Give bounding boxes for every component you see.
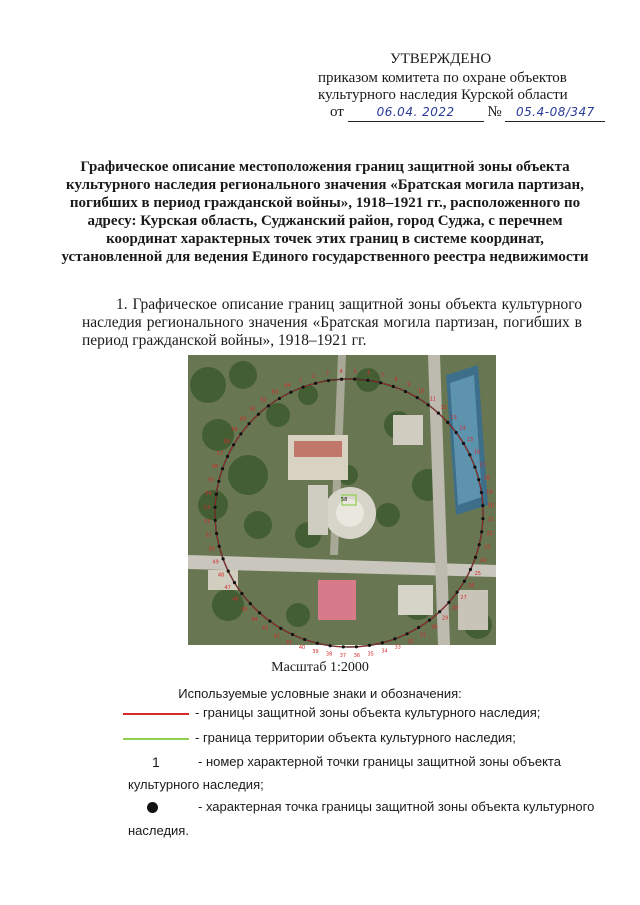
boundary-point-label: 43: [261, 625, 269, 632]
boundary-point-label: 28: [451, 605, 458, 612]
boundary-point-label: 18: [483, 475, 490, 482]
boundary-point-label: 56: [211, 464, 219, 470]
boundary-point: [232, 443, 235, 446]
boundary-point: [447, 601, 450, 604]
number-label: №: [487, 104, 502, 120]
boundary-point-label: 58: [223, 438, 230, 445]
boundary-point: [379, 381, 382, 384]
boundary-point: [393, 637, 396, 640]
boundary-point-label: 6: [367, 370, 371, 377]
boundary-point: [248, 422, 251, 425]
boundary-point-label: 62: [260, 397, 267, 404]
boundary-point: [249, 602, 252, 605]
boundary-point: [218, 545, 221, 548]
boundary-point: [258, 611, 261, 614]
boundary-point: [477, 478, 480, 481]
document-title: Графическое описание местоположения границ защитной зоны объекта культурного наследия регионального значения «Братская могила партизан, погибших в период гражданской войны», 1918–1921 гг., расположенного по адресу: Курская область, Суджанский район, город Суджа, с перечнем координат характерных точек этих границ в системе координат, установленной для ведения Единого государственного реестра недвижимости: [61, 159, 589, 265]
boundary-point-label: 32: [407, 639, 414, 645]
boundary-point: [268, 620, 271, 623]
boundary-point-label: 15: [467, 437, 474, 444]
legend-red-line: [123, 713, 189, 715]
date-field: [348, 103, 484, 122]
number-field: [505, 103, 605, 122]
date-handwritten: 06.04. 2022: [376, 105, 455, 119]
boundary-point: [279, 627, 282, 630]
boundary-point: [327, 379, 330, 382]
boundary-point-label: 11: [429, 396, 437, 403]
boundary-point-label: 5: [353, 369, 357, 376]
boundary-point: [473, 466, 476, 469]
boundary-point: [381, 641, 384, 644]
boundary-point-label: 51: [205, 532, 212, 539]
boundary-point-label: 14: [459, 425, 466, 432]
boundary-point-label: 36: [353, 652, 361, 659]
boundary-point-label: 38: [325, 651, 333, 658]
boundary-point-label: 44: [251, 616, 258, 623]
satellite-map: [188, 355, 496, 659]
boundary-point-label: 13: [450, 415, 457, 421]
boundary-point-label: 60: [240, 416, 247, 423]
boundary-point-label: 4: [339, 369, 343, 376]
object-center-label: 58: [341, 497, 348, 503]
boundary-point: [416, 396, 419, 399]
boundary-point: [342, 645, 345, 648]
boundary-point: [291, 633, 294, 636]
boundary-point: [222, 557, 225, 560]
boundary-point-label: 21: [487, 517, 495, 524]
boundary-point: [316, 642, 319, 645]
boundary-point: [474, 556, 477, 559]
boundary-point: [340, 378, 343, 381]
boundary-point: [392, 385, 395, 388]
boundary-point: [427, 403, 430, 406]
boundary-point: [480, 491, 483, 494]
boundary-point: [366, 379, 369, 382]
boundary-point: [417, 626, 420, 629]
boundary-point-label: 23: [483, 544, 491, 551]
map-scale: Масштаб 1:2000: [271, 660, 369, 675]
boundary-point-label: 24: [479, 558, 487, 564]
section-number: 1.: [116, 296, 128, 313]
boundary-point-label: 17: [479, 462, 486, 469]
boundary-point: [215, 493, 218, 496]
boundary-point-label: 57: [217, 451, 224, 458]
boundary-point-label: 26: [468, 583, 475, 590]
boundary-point-label: 25: [474, 570, 481, 577]
boundary-point-label: 33: [394, 644, 401, 651]
legend-number-text: - номер характерной точки границы защитной зоны объекта: [198, 754, 561, 769]
boundary-point-label: 64: [284, 383, 291, 389]
boundary-point-label: 46: [232, 596, 239, 603]
legend-dot-symbol: [147, 802, 158, 813]
boundary-point: [480, 530, 483, 533]
boundary-point-label: 37: [339, 652, 347, 659]
boundary-point: [314, 382, 317, 385]
boundary-point-label: 49: [212, 559, 219, 566]
boundary-point: [428, 619, 431, 622]
boundary-point: [227, 570, 230, 573]
legend-number-symbol: 1: [152, 754, 160, 770]
boundary-point: [217, 480, 220, 483]
legend-dot-text: - характерная точка границы защитной зоны объекта культурного: [198, 799, 595, 814]
boundary-point: [446, 421, 449, 424]
from-label: от: [330, 104, 344, 120]
boundary-point: [221, 467, 224, 470]
boundary-point-label: 20: [487, 503, 494, 510]
boundary-point: [406, 632, 409, 635]
boundary-point: [481, 504, 484, 507]
boundary-point: [214, 506, 217, 509]
boundary-point-label: 27: [460, 594, 467, 601]
boundary-point-label: 53: [203, 504, 211, 511]
boundary-point: [462, 442, 465, 445]
boundary-point: [468, 453, 471, 456]
boundary-point: [240, 592, 243, 595]
approval-line-1: приказом комитета по охране объектов: [318, 70, 567, 86]
boundary-point-label: 59: [231, 427, 238, 434]
boundary-point-label: 39: [312, 649, 319, 655]
section-text: Графическое описание границ защитной зоны объекта культурного наследия регионального значения «Братская могила партизан, погибших в период гражданской войны», 1918–1921 гг.: [82, 296, 583, 349]
boundary-point: [303, 638, 306, 641]
boundary-point: [257, 413, 260, 416]
boundary-point-label: 1: [298, 377, 302, 384]
boundary-point-label: 7: [381, 373, 385, 379]
boundary-point-label: 50: [208, 546, 215, 553]
boundary-point-label: 35: [367, 651, 374, 658]
boundary-point: [478, 543, 481, 546]
boundary-point-label: 63: [272, 389, 279, 396]
legend-green-text: - граница территории объекта культурного наследия;: [195, 730, 516, 745]
boundary-point-label: 34: [381, 648, 388, 655]
boundary-point-label: 3: [325, 370, 329, 377]
boundary-point-label: 40: [298, 645, 306, 651]
boundary-point: [267, 404, 270, 407]
approval-line-2: культурного наследия Курской области: [318, 87, 568, 103]
boundary-point-label: 47: [224, 584, 231, 591]
boundary-point: [353, 378, 356, 381]
legend-red-text: - границы защитной зоны объекта культурного наследия;: [195, 705, 541, 720]
approval-heading: УТВЕРЖДЕНО: [390, 51, 492, 67]
boundary-point-label: 19: [486, 489, 493, 496]
legend-number-text-cont: культурного наследия;: [128, 777, 264, 792]
boundary-point: [469, 568, 472, 571]
number-handwritten: 05.4-08/347: [516, 105, 595, 119]
boundary-point-label: 42: [273, 633, 280, 640]
boundary-point: [404, 390, 407, 393]
boundary-point: [302, 386, 305, 389]
boundary-point: [438, 610, 441, 613]
boundary-point-label: 52: [204, 518, 211, 525]
boundary-point: [215, 532, 218, 535]
boundary-point-label: 30: [431, 624, 438, 631]
boundary-point-label: 55: [207, 477, 215, 484]
boundary-point: [355, 645, 358, 648]
boundary-point-label: 29: [441, 615, 449, 622]
section-paragraph: [82, 296, 582, 350]
boundary-point-label: 22: [486, 530, 493, 537]
boundary-point-label: 31: [419, 632, 426, 639]
boundary-point-label: 41: [285, 639, 293, 646]
boundary-point: [455, 431, 458, 434]
boundary-point-label: 16: [473, 449, 481, 456]
legend-dot-text-cont: наследия.: [128, 823, 189, 838]
boundary-point-label: 54: [205, 491, 212, 498]
boundary-point: [214, 519, 217, 522]
boundary-point-label: 48: [217, 572, 225, 579]
boundary-point-label: 61: [249, 406, 257, 413]
boundary-point: [437, 412, 440, 415]
boundary-point: [233, 581, 236, 584]
boundary-point: [368, 644, 371, 647]
legend-title: Используемые условные знаки и обозначения:: [178, 686, 462, 701]
boundary-point: [463, 580, 466, 583]
boundary-point: [278, 397, 281, 400]
approval-date-number-line: [330, 103, 605, 122]
boundary-point: [329, 644, 332, 647]
boundary-point: [289, 391, 292, 394]
boundary-point-label: 2: [312, 373, 316, 380]
boundary-point: [239, 432, 242, 435]
boundary-point: [456, 591, 459, 594]
boundary-point-label: 10: [418, 388, 425, 395]
legend-green-line: [123, 738, 189, 740]
map-svg: [188, 355, 496, 659]
boundary-point: [226, 455, 229, 458]
building-pink-roof: [318, 580, 356, 620]
boundary-point-label: 8: [394, 377, 398, 383]
boundary-point-label: 12: [440, 405, 447, 412]
boundary-point: [481, 517, 484, 520]
boundary-point-label: 45: [241, 607, 248, 613]
boundary-point-label: 9: [407, 382, 411, 389]
